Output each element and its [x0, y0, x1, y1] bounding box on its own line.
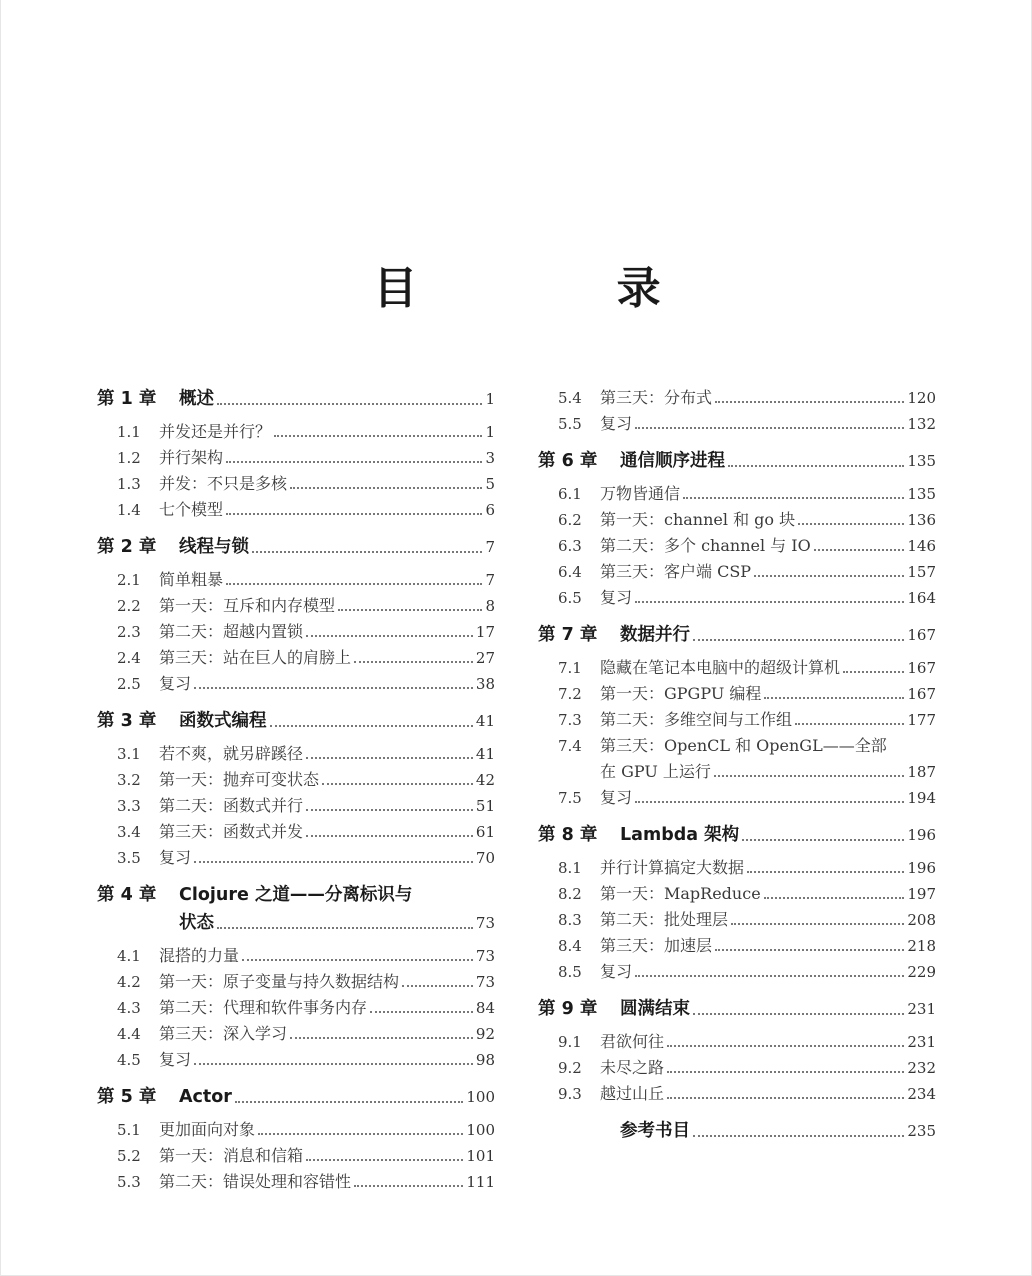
toc-section-entry[interactable] [538, 1029, 936, 1055]
leader-dots [270, 725, 473, 727]
page-number: 1 [485, 390, 495, 408]
section-title: 第一天：channel 和 go 块 [600, 510, 796, 529]
chapter-number: 第 4 章 [97, 885, 157, 905]
toc-section-entry[interactable] [97, 819, 495, 845]
section-title: 第二天：多维空间与工作组 [600, 710, 793, 729]
page-number: 167 [907, 626, 936, 644]
leader-dots [194, 1063, 473, 1065]
section-title: 第三天：深入学习 [159, 1024, 288, 1043]
chapter-gap [538, 1107, 936, 1117]
section-number: 1.3 [117, 475, 141, 493]
section-title: 混搭的力量 [159, 946, 240, 965]
section-number: 6.3 [558, 537, 582, 555]
leader-dots [217, 403, 482, 405]
section-title: 第三天：客户端 CSP [600, 562, 752, 581]
section-title: 复习 [159, 674, 192, 693]
toc-section-entry[interactable] [97, 943, 495, 969]
leader-dots [635, 801, 904, 803]
toc-chapter-entry[interactable] [538, 995, 936, 1023]
page-number: 194 [907, 789, 936, 807]
toc-section-entry[interactable] [97, 995, 495, 1021]
leader-dots [693, 639, 904, 641]
section-title: 未尽之路 [600, 1058, 665, 1077]
page-number: 100 [466, 1121, 495, 1139]
section-number: 9.2 [558, 1059, 582, 1077]
section-title: 第二天：批处理层 [600, 910, 729, 929]
page-number: 132 [907, 415, 936, 433]
leader-dots [226, 513, 482, 515]
section-number: 6.1 [558, 485, 582, 503]
toc-section-entry[interactable] [97, 671, 495, 697]
page-number: 7 [485, 571, 495, 589]
chapter-title: 线程与锁 [179, 537, 249, 557]
toc-chapter-entry[interactable] [97, 385, 495, 413]
section-number: 2.1 [117, 571, 141, 589]
section-number: 5.4 [558, 389, 582, 407]
page-number: 73 [475, 973, 495, 991]
toc-chapter-entry[interactable] [538, 621, 936, 649]
page-number: 136 [907, 511, 936, 529]
section-number: 5.2 [117, 1147, 141, 1165]
chapter-number: 第 8 章 [538, 825, 598, 845]
chapter-number: 第 5 章 [97, 1087, 157, 1107]
chapter-gap [97, 1073, 495, 1083]
toc-section-entry[interactable] [97, 471, 495, 497]
section-title: 万物皆通信 [600, 484, 681, 503]
page-number: 1 [485, 423, 495, 441]
page-number: 7 [485, 538, 495, 556]
toc-column-right [538, 385, 936, 1145]
leader-dots [683, 497, 904, 499]
page-number: 177 [907, 711, 936, 729]
page-number: 146 [907, 537, 936, 555]
section-title: 七个模型 [159, 500, 224, 519]
leader-dots [814, 549, 905, 551]
toc-section-entry[interactable] [97, 497, 495, 523]
section-number: 8.4 [558, 937, 582, 955]
leader-dots [635, 427, 904, 429]
toc-chapter-entry[interactable] [538, 821, 936, 849]
page-number: 5 [485, 475, 495, 493]
page-number: 167 [907, 659, 936, 677]
toc-chapter-entry[interactable] [97, 533, 495, 561]
leader-dots [715, 949, 904, 951]
chapter-title: 参考书目 [620, 1121, 690, 1141]
page-number: 229 [907, 963, 936, 981]
section-number: 8.1 [558, 859, 582, 877]
toc-section-entry[interactable] [97, 1143, 495, 1169]
section-title: 第二天：多个 channel 与 IO [600, 536, 811, 555]
leader-dots [667, 1097, 904, 1099]
section-title: 更加面向对象 [159, 1120, 256, 1139]
chapter-gap [538, 985, 936, 995]
section-number: 3.4 [117, 823, 141, 841]
section-number: 5.5 [558, 415, 582, 433]
leader-dots [252, 551, 482, 553]
page-number: 17 [475, 623, 495, 641]
page-number: 187 [907, 763, 936, 781]
section-number: 3.1 [117, 745, 141, 763]
page-number: 84 [475, 999, 495, 1017]
section-title: 第一天：消息和信箱 [159, 1146, 304, 1165]
toc-section-entry[interactable] [97, 567, 495, 593]
page-number: 61 [475, 823, 495, 841]
section-title: 第一天：MapReduce [600, 884, 761, 903]
leader-dots [693, 1013, 904, 1015]
section-number: 4.1 [117, 947, 141, 965]
leader-dots [795, 723, 904, 725]
chapter-title: 函数式编程 [179, 711, 267, 731]
toc-section-entry[interactable] [538, 785, 936, 811]
page-number: 51 [475, 797, 495, 815]
section-number: 2.4 [117, 649, 141, 667]
chapter-gap [538, 811, 936, 821]
chapter-gap [97, 523, 495, 533]
toc-chapter-entry[interactable] [97, 881, 495, 909]
section-number: 5.3 [117, 1173, 141, 1191]
section-number: 1.4 [117, 501, 141, 519]
leader-dots [354, 1185, 463, 1187]
chapter-title: 概述 [179, 389, 214, 409]
section-number: 1.1 [117, 423, 141, 441]
toc-section-entry[interactable] [538, 507, 936, 533]
leader-dots [635, 601, 904, 603]
leader-dots [306, 757, 473, 759]
section-number: 7.1 [558, 659, 582, 677]
section-title: 并发：不只是多核 [159, 474, 288, 493]
section-number: 6.4 [558, 563, 582, 581]
page-number: 196 [907, 826, 936, 844]
section-number: 7.3 [558, 711, 582, 729]
section-number: 2.5 [117, 675, 141, 693]
chapter-title: 圆满结束 [620, 999, 690, 1019]
toc-chapter-entry[interactable] [97, 707, 495, 735]
section-title: 复习 [600, 588, 633, 607]
page-number: 8 [485, 597, 495, 615]
section-title: 第三天：OpenCL 和 OpenGL——全部 [600, 736, 887, 755]
section-number: 4.4 [117, 1025, 141, 1043]
section-number: 4.2 [117, 973, 141, 991]
page-number: 234 [907, 1085, 936, 1103]
leader-dots [274, 435, 482, 437]
section-number: 6.5 [558, 589, 582, 607]
section-title: 复习 [600, 962, 633, 981]
leader-dots [290, 1037, 473, 1039]
toc-section-entry[interactable] [538, 933, 936, 959]
page-number: 167 [907, 685, 936, 703]
toc-section-entry[interactable] [97, 593, 495, 619]
chapter-title: Lambda 架构 [620, 825, 740, 845]
section-title: 复习 [600, 414, 633, 433]
page-number: 38 [475, 675, 495, 693]
toc-section-entry[interactable] [97, 619, 495, 645]
toc-chapter-entry-continued[interactable] [97, 909, 495, 937]
chapter-gap [538, 611, 936, 621]
leader-dots [217, 927, 473, 929]
section-number: 9.3 [558, 1085, 582, 1103]
chapter-number: 第 3 章 [97, 711, 157, 731]
page-number: 218 [907, 937, 936, 955]
toc-section-entry[interactable] [97, 767, 495, 793]
leader-dots [306, 635, 473, 637]
section-title: 君欲何往 [600, 1032, 665, 1051]
section-title: 第二天：代理和软件事务内存 [159, 998, 368, 1017]
page-number: 73 [475, 914, 495, 932]
section-number: 8.5 [558, 963, 582, 981]
leader-dots [258, 1133, 463, 1135]
chapter-gap [97, 871, 495, 881]
section-title: 第三天：加速层 [600, 936, 713, 955]
page-number: 100 [466, 1088, 495, 1106]
toc-section-entry[interactable] [97, 1021, 495, 1047]
toc-section-entry[interactable] [538, 907, 936, 933]
page-number: 135 [907, 452, 936, 470]
section-number: 1.2 [117, 449, 141, 467]
section-number: 3.5 [117, 849, 141, 867]
chapter-number: 第 7 章 [538, 625, 598, 645]
toc-chapter-entry[interactable] [97, 1083, 495, 1111]
toc-section-entry[interactable] [97, 419, 495, 445]
leader-dots [226, 583, 482, 585]
section-number: 7.5 [558, 789, 582, 807]
section-title: 越过山丘 [600, 1084, 665, 1103]
section-title: 并发还是并行？ [159, 422, 272, 441]
toc-section-entry[interactable] [538, 385, 936, 411]
chapter-number: 第 6 章 [538, 451, 598, 471]
page-title: 目 录 [373, 263, 753, 314]
toc-section-entry[interactable] [538, 681, 936, 707]
page-number: 73 [475, 947, 495, 965]
leader-dots [194, 687, 473, 689]
page-number: 235 [907, 1122, 936, 1140]
toc-section-entry[interactable] [538, 959, 936, 985]
chapter-number: 第 9 章 [538, 999, 598, 1019]
section-number: 9.1 [558, 1033, 582, 1051]
leader-dots [715, 401, 904, 403]
leader-dots [742, 839, 904, 841]
leader-dots [306, 835, 473, 837]
toc-section-entry[interactable] [538, 1055, 936, 1081]
toc-section-entry[interactable] [97, 1047, 495, 1073]
leader-dots [764, 697, 904, 699]
page-number: 101 [466, 1147, 495, 1165]
section-title: 第一天：原子变量与持久数据结构 [159, 972, 400, 991]
leader-dots [635, 975, 904, 977]
chapter-number: 第 1 章 [97, 389, 157, 409]
toc-section-entry[interactable] [538, 559, 936, 585]
section-title: 并行计算搞定大数据 [600, 858, 745, 877]
page-number: 196 [907, 859, 936, 877]
section-title: 复习 [159, 848, 192, 867]
leader-dots [338, 609, 482, 611]
section-title-continued: 在 GPU 上运行 [600, 762, 711, 781]
leader-dots [714, 775, 904, 777]
leader-dots [667, 1045, 904, 1047]
toc-section-entry[interactable] [538, 655, 936, 681]
page-number: 42 [475, 771, 495, 789]
toc-section-entry-continued[interactable] [538, 759, 936, 785]
section-number: 8.2 [558, 885, 582, 903]
leader-dots [747, 871, 904, 873]
section-number: 4.5 [117, 1051, 141, 1069]
section-title: 隐藏在笔记本电脑中的超级计算机 [600, 658, 841, 677]
toc-section-entry[interactable] [538, 585, 936, 611]
page-number: 3 [485, 449, 495, 467]
page-number: 120 [907, 389, 936, 407]
page-number: 197 [907, 885, 936, 903]
section-number: 3.3 [117, 797, 141, 815]
section-number: 2.2 [117, 597, 141, 615]
section-title: 简单粗暴 [159, 570, 224, 589]
page-number: 208 [907, 911, 936, 929]
section-title: 第一天：互斥和内存模型 [159, 596, 336, 615]
chapter-gap [538, 437, 936, 447]
section-title: 第二天：错误处理和容错性 [159, 1172, 352, 1191]
page-number: 27 [475, 649, 495, 667]
section-title: 复习 [159, 1050, 192, 1069]
leader-dots [728, 465, 904, 467]
leader-dots [354, 661, 473, 663]
toc-section-entry[interactable] [538, 707, 936, 733]
leader-dots [306, 1159, 463, 1161]
leader-dots [370, 1011, 473, 1013]
leader-dots [798, 523, 904, 525]
section-number: 5.1 [117, 1121, 141, 1139]
toc-section-entry[interactable] [538, 881, 936, 907]
leader-dots [843, 671, 904, 673]
section-title: 第一天：抛弃可变状态 [159, 770, 320, 789]
leader-dots [667, 1071, 904, 1073]
toc-section-entry[interactable] [97, 793, 495, 819]
leader-dots [693, 1135, 904, 1137]
leader-dots [754, 575, 904, 577]
leader-dots [322, 783, 473, 785]
leader-dots [226, 461, 482, 463]
page-number: 6 [485, 501, 495, 519]
leader-dots [306, 809, 473, 811]
leader-dots [242, 959, 473, 961]
section-title: 第三天：分布式 [600, 388, 713, 407]
toc-section-entry[interactable] [97, 1169, 495, 1195]
toc-section-entry[interactable] [97, 445, 495, 471]
section-number: 7.2 [558, 685, 582, 703]
chapter-number: 第 2 章 [97, 537, 157, 557]
section-title: 并行架构 [159, 448, 224, 467]
toc-section-entry[interactable] [97, 645, 495, 671]
page-number: 41 [475, 712, 495, 730]
toc-section-entry[interactable] [538, 411, 936, 437]
page-number: 231 [907, 1033, 936, 1051]
leader-dots [731, 923, 904, 925]
section-number: 3.2 [117, 771, 141, 789]
chapter-gap [97, 697, 495, 707]
section-title: 第三天：站在巨人的肩膀上 [159, 648, 352, 667]
section-number: 4.3 [117, 999, 141, 1017]
page-number: 157 [907, 563, 936, 581]
toc-column-left [97, 385, 495, 1195]
section-number: 7.4 [558, 737, 582, 755]
leader-dots [290, 487, 482, 489]
page-number: 135 [907, 485, 936, 503]
toc-section-entry[interactable] [97, 741, 495, 767]
page-number: 70 [475, 849, 495, 867]
chapter-title-continued: 状态 [179, 913, 214, 933]
section-title: 第一天：GPGPU 编程 [600, 684, 762, 703]
section-number: 8.3 [558, 911, 582, 929]
leader-dots [235, 1101, 463, 1103]
toc-chapter-entry[interactable] [538, 1117, 936, 1145]
page-number: 231 [907, 1000, 936, 1018]
toc-section-entry[interactable] [538, 533, 936, 559]
page-number: 41 [475, 745, 495, 763]
page-number: 92 [475, 1025, 495, 1043]
page-number: 111 [466, 1173, 495, 1191]
section-title: 复习 [600, 788, 633, 807]
section-number: 6.2 [558, 511, 582, 529]
page-number: 98 [475, 1051, 495, 1069]
chapter-title: Clojure 之道——分离标识与 [179, 885, 413, 905]
toc-section-entry[interactable] [97, 969, 495, 995]
chapter-title: 数据并行 [620, 625, 690, 645]
section-title: 第二天：函数式并行 [159, 796, 304, 815]
toc-section-entry[interactable] [538, 1081, 936, 1107]
page-number: 232 [907, 1059, 936, 1077]
section-title: 第二天：超越内置锁 [159, 622, 304, 641]
toc-section-entry[interactable] [538, 733, 936, 759]
toc-section-entry[interactable] [97, 845, 495, 871]
leader-dots [402, 985, 473, 987]
chapter-title: 通信顺序进程 [620, 451, 725, 471]
toc-section-entry[interactable] [538, 481, 936, 507]
section-title: 第三天：函数式并发 [159, 822, 304, 841]
chapter-title: Actor [179, 1087, 232, 1107]
page-number: 164 [907, 589, 936, 607]
section-number: 2.3 [117, 623, 141, 641]
toc-section-entry[interactable] [97, 1117, 495, 1143]
leader-dots [194, 861, 473, 863]
leader-dots [764, 897, 905, 899]
toc-section-entry[interactable] [538, 855, 936, 881]
toc-chapter-entry[interactable] [538, 447, 936, 475]
section-title: 若不爽，就另辟蹊径 [159, 744, 304, 763]
